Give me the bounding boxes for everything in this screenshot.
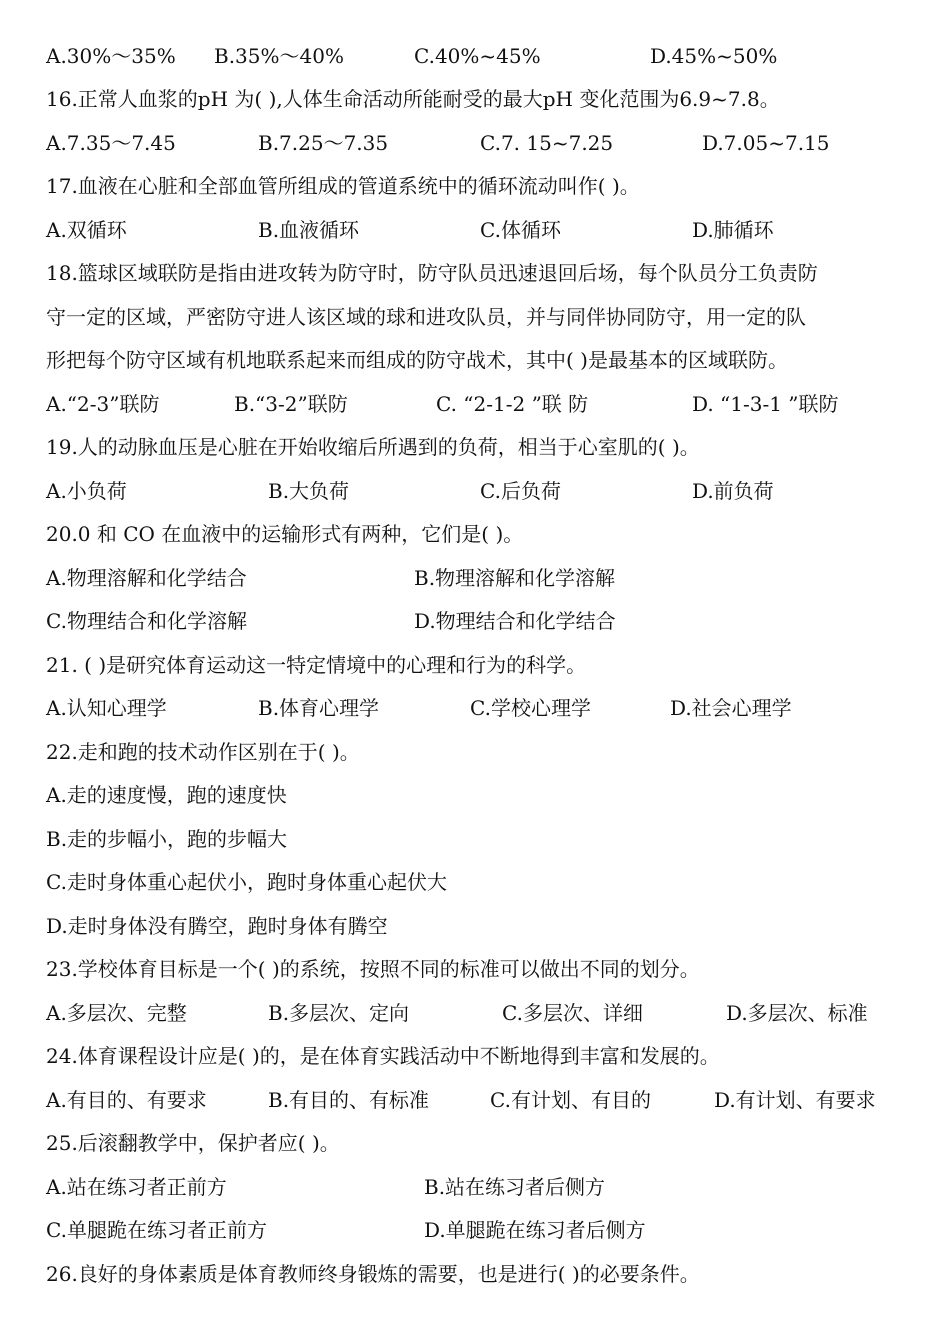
q25-options-row-2	[46, 1215, 920, 1245]
q18-option-d: D. “1-3-1 ”联防	[692, 392, 839, 416]
q17-option-b: B.血液循环	[258, 218, 360, 242]
q20-question: 20.0 和 CO 在血液中的运输形式有两种，它们是( )。	[46, 522, 524, 546]
q22-option-b: B.走的步幅小，跑的步幅大	[46, 827, 288, 851]
q21-question: 21. ( )是研究体育运动这一特定情境中的心理和行为的科学。	[46, 653, 587, 677]
q23-options	[46, 998, 920, 1028]
q23-option-d: D.多层次、标准	[726, 1001, 868, 1025]
q17-option-a: A.双循环	[46, 218, 127, 242]
q18-option-b: B.“3-2”联防	[234, 392, 348, 416]
q24-question: 24.体育课程设计应是( )的，是在体育实践活动中不断地得到丰富和发展的。	[46, 1044, 720, 1068]
q20-option-d: D.物理结合和化学结合	[414, 609, 616, 633]
q24-option-a: A.有目的、有要求	[46, 1088, 207, 1112]
q19-question: 19.人的动脉血压是心脏在开始收缩后所遇到的负荷，相当于心室肌的( )。	[46, 435, 700, 459]
q16-option-a: A.7.35～7.45	[46, 131, 176, 155]
q18-question-line-1: 18.篮球区域联防是指由进攻转为防守时，防守队员迅速退回后场，每个队员分工负责防	[46, 261, 818, 285]
q25-question: 25.后滚翻教学中，保护者应( )。	[46, 1131, 340, 1155]
q22-option-c: C.走时身体重心起伏小，跑时身体重心起伏大	[46, 870, 447, 894]
q15-option-b: B.35%～40%	[214, 44, 344, 68]
q19-option-d: D.前负荷	[692, 479, 774, 503]
q17-option-d: D.肺循环	[692, 218, 774, 242]
q16-option-d: D.7.05~7.15	[702, 131, 830, 155]
q24-option-c: C.有计划、有目的	[490, 1088, 651, 1112]
q18-options	[46, 389, 920, 419]
q16-option-c: C.7. 15~7.25	[480, 131, 614, 155]
q25-option-a: A.站在练习者正前方	[46, 1175, 227, 1199]
q21-options	[46, 693, 920, 723]
q20-option-c: C.物理结合和化学溶解	[46, 609, 247, 633]
q24-option-b: B.有目的、有标准	[268, 1088, 430, 1112]
q16-option-b: B.7.25～7.35	[258, 131, 389, 155]
q23-option-b: B.多层次、定向	[268, 1001, 410, 1025]
q22-question: 22.走和跑的技术动作区别在于( )。	[46, 740, 360, 764]
q20-option-b: B.物理溶解和化学溶解	[414, 566, 616, 590]
q18-option-c: C. “2-1-2 ”联 防	[436, 392, 589, 416]
q22-option-d: D.走时身体没有腾空，跑时身体有腾空	[46, 914, 388, 938]
q15-option-a: A.30%～35%	[46, 44, 176, 68]
q25-option-c: C.单腿跪在练习者正前方	[46, 1218, 267, 1242]
q21-option-d: D.社会心理学	[670, 696, 792, 720]
q17-option-c: C.体循环	[480, 218, 561, 242]
q15-option-c: C.40%~45%	[414, 44, 541, 68]
q21-option-b: B.体育心理学	[258, 696, 380, 720]
q21-option-c: C.学校心理学	[470, 696, 591, 720]
q19-option-a: A.小负荷	[46, 479, 127, 503]
q23-option-a: A.多层次、完整	[46, 1001, 187, 1025]
q25-option-b: B.站在练习者后侧方	[424, 1175, 606, 1199]
q21-option-a: A.认知心理学	[46, 696, 167, 720]
q20-option-a: A.物理溶解和化学结合	[46, 566, 247, 590]
q24-options	[46, 1085, 920, 1115]
q20-options-row-2	[46, 606, 920, 636]
q16-options	[46, 128, 920, 158]
q18-question-line-3: 形把每个防守区域有机地联系起来而组成的防守战术，其中( )是最基本的区域联防。	[46, 348, 788, 372]
q19-options	[46, 476, 920, 506]
q19-option-c: C.后负荷	[480, 479, 561, 503]
q25-option-d: D.单腿跪在练习者后侧方	[424, 1218, 646, 1242]
q17-options	[46, 215, 920, 245]
q17-question: 17.血液在心脏和全部血管所组成的管道系统中的循环流动叫作( )。	[46, 174, 640, 198]
q15-option-d: D.45%~50%	[650, 44, 778, 68]
q22-option-a: A.走的速度慢，跑的速度快	[46, 783, 287, 807]
q19-option-b: B.大负荷	[268, 479, 350, 503]
q24-option-d: D.有计划、有要求	[714, 1088, 876, 1112]
q26-question: 26.良好的身体素质是体育教师终身锻炼的需要，也是进行( )的必要条件。	[46, 1262, 700, 1286]
q15-options	[46, 41, 920, 71]
q18-question-line-2: 守一定的区域，严密防守进人该区域的球和进攻队员，并与同伴协同防守，用一定的队	[46, 305, 806, 329]
q18-option-a: A.“2-3”联防	[46, 392, 160, 416]
q20-options-row-1	[46, 563, 920, 593]
q23-question: 23.学校体育目标是一个( )的系统，按照不同的标准可以做出不同的划分。	[46, 957, 700, 981]
q25-options-row-1	[46, 1172, 920, 1202]
q23-option-c: C.多层次、详细	[502, 1001, 643, 1025]
q16-question: 16.正常人血浆的pH 为( ),人体生命活动所能耐受的最大pH 变化范围为6.9~7.8。	[46, 87, 780, 111]
